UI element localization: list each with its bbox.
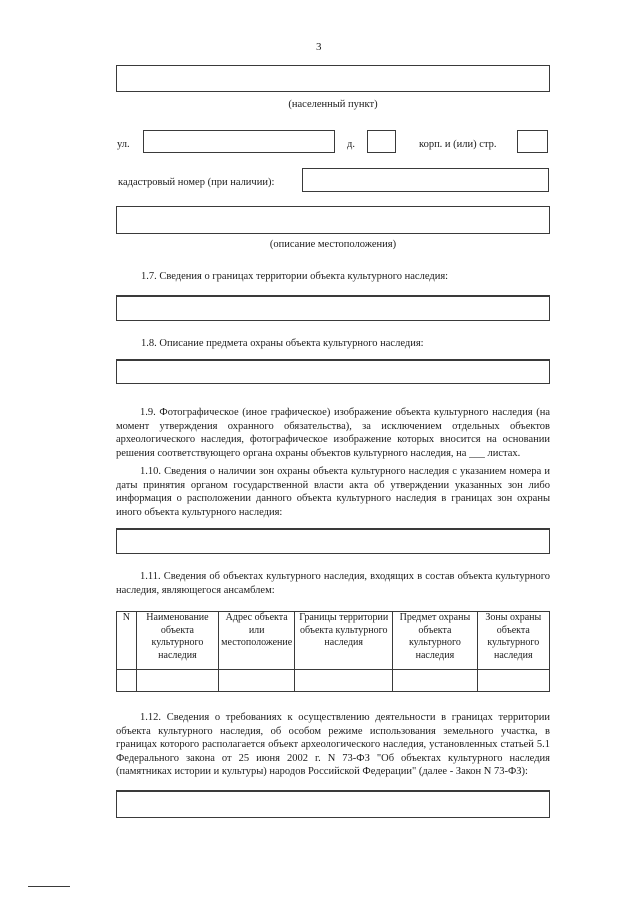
- territory-bounds-field[interactable]: [116, 295, 550, 321]
- footnote-divider: [28, 886, 70, 887]
- table-cell[interactable]: [117, 670, 137, 692]
- table-cell[interactable]: [393, 670, 477, 692]
- col-name-header: Наименование объекта культурного наследия: [136, 612, 218, 670]
- section-1-11-paragraph: 1.11. Сведения об объектах культурного наследия, входящих в состав объекта культурного наследия, являющегося ансамблем:: [116, 571, 550, 596]
- protection-subject-field[interactable]: [116, 359, 550, 384]
- table-cell[interactable]: [477, 670, 549, 692]
- section-1-7-heading: 1.7. Сведения о границах территории объекта культурного наследия:: [141, 271, 449, 282]
- col-address-header: Адрес объекта или местоположение: [219, 612, 295, 670]
- section-1-10-paragraph: 1.10. Сведения о наличии зон охраны объекта культурного наследия с указанием номера и даты принятия органом государственной власти акта об утверждении указанных зон либо информация о расположении данного объекта культурного наследия в границах зон охраны иного объекта культурного наследия:: [116, 466, 550, 518]
- col-bounds-header: Границы территории объекта культурного наследия: [295, 612, 393, 670]
- house-field[interactable]: [367, 130, 396, 153]
- table-cell[interactable]: [136, 670, 218, 692]
- protection-zones-field[interactable]: [116, 528, 550, 554]
- table-header-row: [117, 612, 550, 670]
- col-zones-header: Зоны охраны объекта культурного наследия: [477, 612, 549, 670]
- table-row[interactable]: [117, 670, 550, 692]
- location-caption: (описание местоположения): [269, 239, 397, 250]
- locality-caption: (населенный пункт): [288, 99, 378, 110]
- street-field[interactable]: [143, 130, 335, 153]
- col-subject-header: Предмет охраны объекта культурного наследия: [393, 612, 477, 670]
- page-number: 3: [316, 41, 322, 53]
- building-field[interactable]: [517, 130, 548, 153]
- locality-field[interactable]: [116, 65, 550, 92]
- cadastral-label: кадастровый номер (при наличии):: [118, 177, 275, 188]
- section-1-12-paragraph: 1.12. Сведения о требованиях к осуществлению деятельности в границах территории объекта культурного наследия, об особом режиме использования земельного участка, в границах которого располагается объект археологического наследия, установленных статьей 5.1 Федерального закона от 25 июня 2002 г. N 73-ФЗ "Об объектах культурного наследия (памятниках истории и культуры) народов Российской Федерации" (далее - Закон N 73-ФЗ):: [116, 712, 550, 778]
- building-label: корп. и (или) стр.: [419, 139, 497, 150]
- street-label: ул.: [117, 139, 130, 150]
- activity-requirements-field[interactable]: [116, 790, 550, 818]
- section-1-9-paragraph: 1.9. Фотографическое (иное графическое) изображение объекта культурного наследия (на момент утверждения охранного обязательства), за исключением отдельных объектов археологического наследия, фотографическое изображение которых вносится на основании решения соответствующего органа охраны объектов культурного наследия, на ___ листах.: [116, 407, 550, 459]
- ensemble-objects-table: [116, 611, 550, 692]
- col-number-header: N: [117, 612, 137, 670]
- table-cell[interactable]: [219, 670, 295, 692]
- section-1-8-heading: 1.8. Описание предмета охраны объекта культурного наследия:: [141, 338, 424, 349]
- location-field[interactable]: [116, 206, 550, 234]
- table-cell[interactable]: [295, 670, 393, 692]
- house-label: д.: [347, 139, 355, 150]
- cadastral-field[interactable]: [302, 168, 549, 192]
